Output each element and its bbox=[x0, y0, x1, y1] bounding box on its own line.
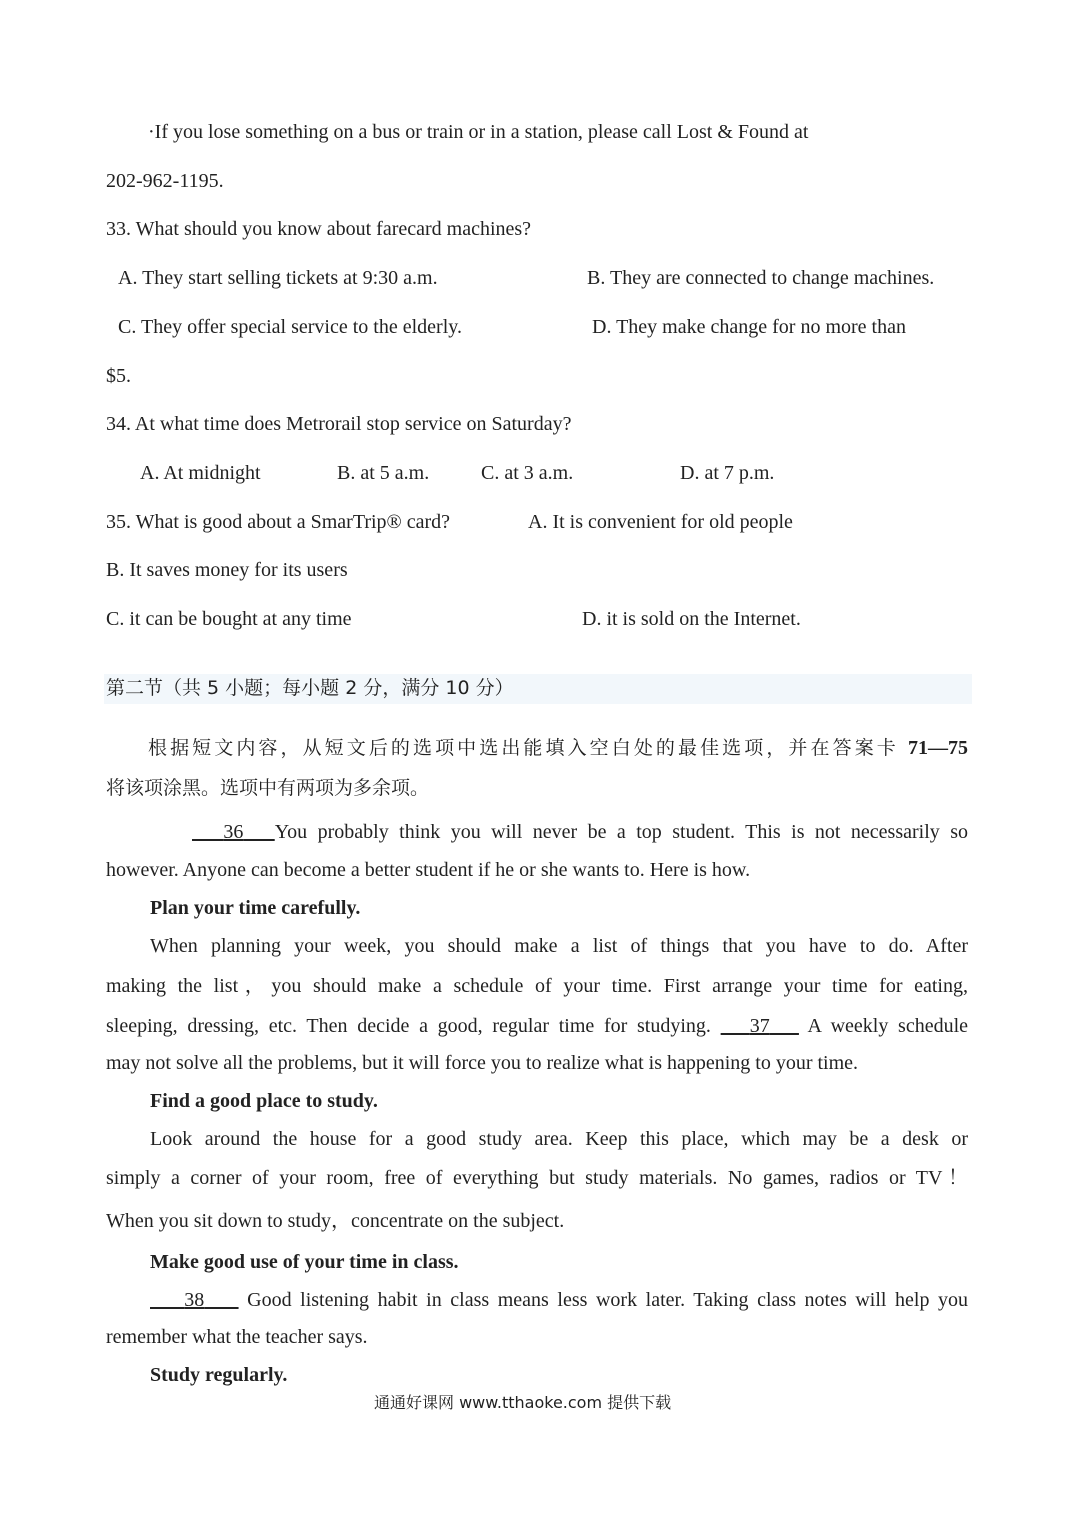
paragraph-4-line-1 bbox=[150, 1288, 968, 1312]
paragraph-1-line-2: however. Anyone can become a better student if he or she wants to. Here is how. bbox=[106, 859, 751, 881]
paragraph-2-text-cont: A weekly schedule bbox=[807, 1015, 969, 1037]
question-33-stem: 33. What should you know about farecard machines? bbox=[106, 218, 532, 240]
question-35-option-b: B. It saves money for its users bbox=[106, 559, 348, 581]
blank-36: 36 bbox=[223, 821, 244, 843]
paragraph-1-text: You probably think you will never be a top student. This is not necessarily so bbox=[274, 821, 969, 843]
paragraph-1-line-1 bbox=[192, 820, 968, 844]
question-34-stem: 34. At what time does Metrorail stop service on Saturday? bbox=[106, 413, 572, 435]
notice-line: ·If you lose something on a bus or train or in a station, please call Lost & Found at bbox=[148, 121, 809, 143]
heading-class-time: Make good use of your time in class. bbox=[150, 1251, 459, 1273]
question-35-option-c: C. it can be bought at any time bbox=[106, 608, 352, 630]
heading-study-regularly: Study regularly. bbox=[150, 1364, 288, 1386]
paragraph-4-text: Good listening habit in class means less work later. Taking class notes will help you bbox=[247, 1289, 969, 1311]
question-34-option-b: B. at 5 a.m. bbox=[337, 462, 430, 484]
section-2-instruction bbox=[148, 736, 968, 760]
paragraph-2-line-2: making the list，you should make a schedule of your time. First arrange your time for eating, bbox=[106, 975, 968, 997]
paragraph-2-line-3 bbox=[106, 1014, 968, 1038]
paragraph-3-line-3: When you sit down to study，concentrate on the subject. bbox=[106, 1210, 565, 1232]
instruction-text: 根据短文内容，从短文后的选项中选出能填入空白处的最佳选项，并在答案卡 bbox=[148, 737, 899, 759]
blank-38: 38 bbox=[184, 1289, 205, 1311]
question-35-option-a: A. It is convenient for old people bbox=[528, 511, 793, 533]
question-34-option-a: A. At midnight bbox=[140, 462, 261, 484]
question-33-option-c: C. They offer special service to the elderly. bbox=[118, 316, 462, 338]
question-33-option-d: D. They make change for no more than bbox=[592, 316, 906, 338]
heading-plan-time: Plan your time carefully. bbox=[150, 897, 361, 919]
question-33-option-b: B. They are connected to change machines. bbox=[587, 267, 935, 289]
heading-study-place: Find a good place to study. bbox=[150, 1090, 378, 1112]
notice-phone: 202-962-1195. bbox=[106, 170, 224, 192]
paragraph-2-text: sleeping, dressing, etc. Then decide a good, regular time for studying. bbox=[106, 1015, 711, 1037]
question-34-option-c: C. at 3 a.m. bbox=[481, 462, 574, 484]
instruction-range: 71—75 bbox=[907, 737, 968, 759]
question-33-option-d-cont: $5. bbox=[106, 365, 131, 387]
page-footer: 通通好课网 www.tthaoke.com 提供下载 bbox=[374, 1393, 672, 1412]
question-34-option-d: D. at 7 p.m. bbox=[680, 462, 775, 484]
section-2-instruction-cont: 将该项涂黑。选项中有两项为多余项。 bbox=[106, 777, 430, 799]
paragraph-3-line-1: Look around the house for a good study area. Keep this place, which may be a desk or bbox=[150, 1128, 968, 1150]
question-35-stem: 35. What is good about a SmarTrip® card? bbox=[106, 511, 451, 533]
blank-37: 37 bbox=[749, 1015, 770, 1037]
question-35-option-d: D. it is sold on the Internet. bbox=[582, 608, 801, 630]
paragraph-3-line-2: simply a corner of your room, free of everything but study materials. No games, radios or TV！ bbox=[106, 1167, 968, 1189]
paragraph-2-line-1: When planning your week, you should make a list of things that you have to do. After bbox=[150, 935, 968, 957]
paragraph-2-line-4: may not solve all the problems, but it will force you to realize what is happening to your time. bbox=[106, 1052, 859, 1074]
question-33-option-a: A. They start selling tickets at 9:30 a.m. bbox=[118, 267, 438, 289]
paragraph-4-line-2: remember what the teacher says. bbox=[106, 1326, 368, 1348]
section-2-header: 第二节（共 5 小题；每小题 2 分，满分 10 分） bbox=[106, 677, 514, 699]
